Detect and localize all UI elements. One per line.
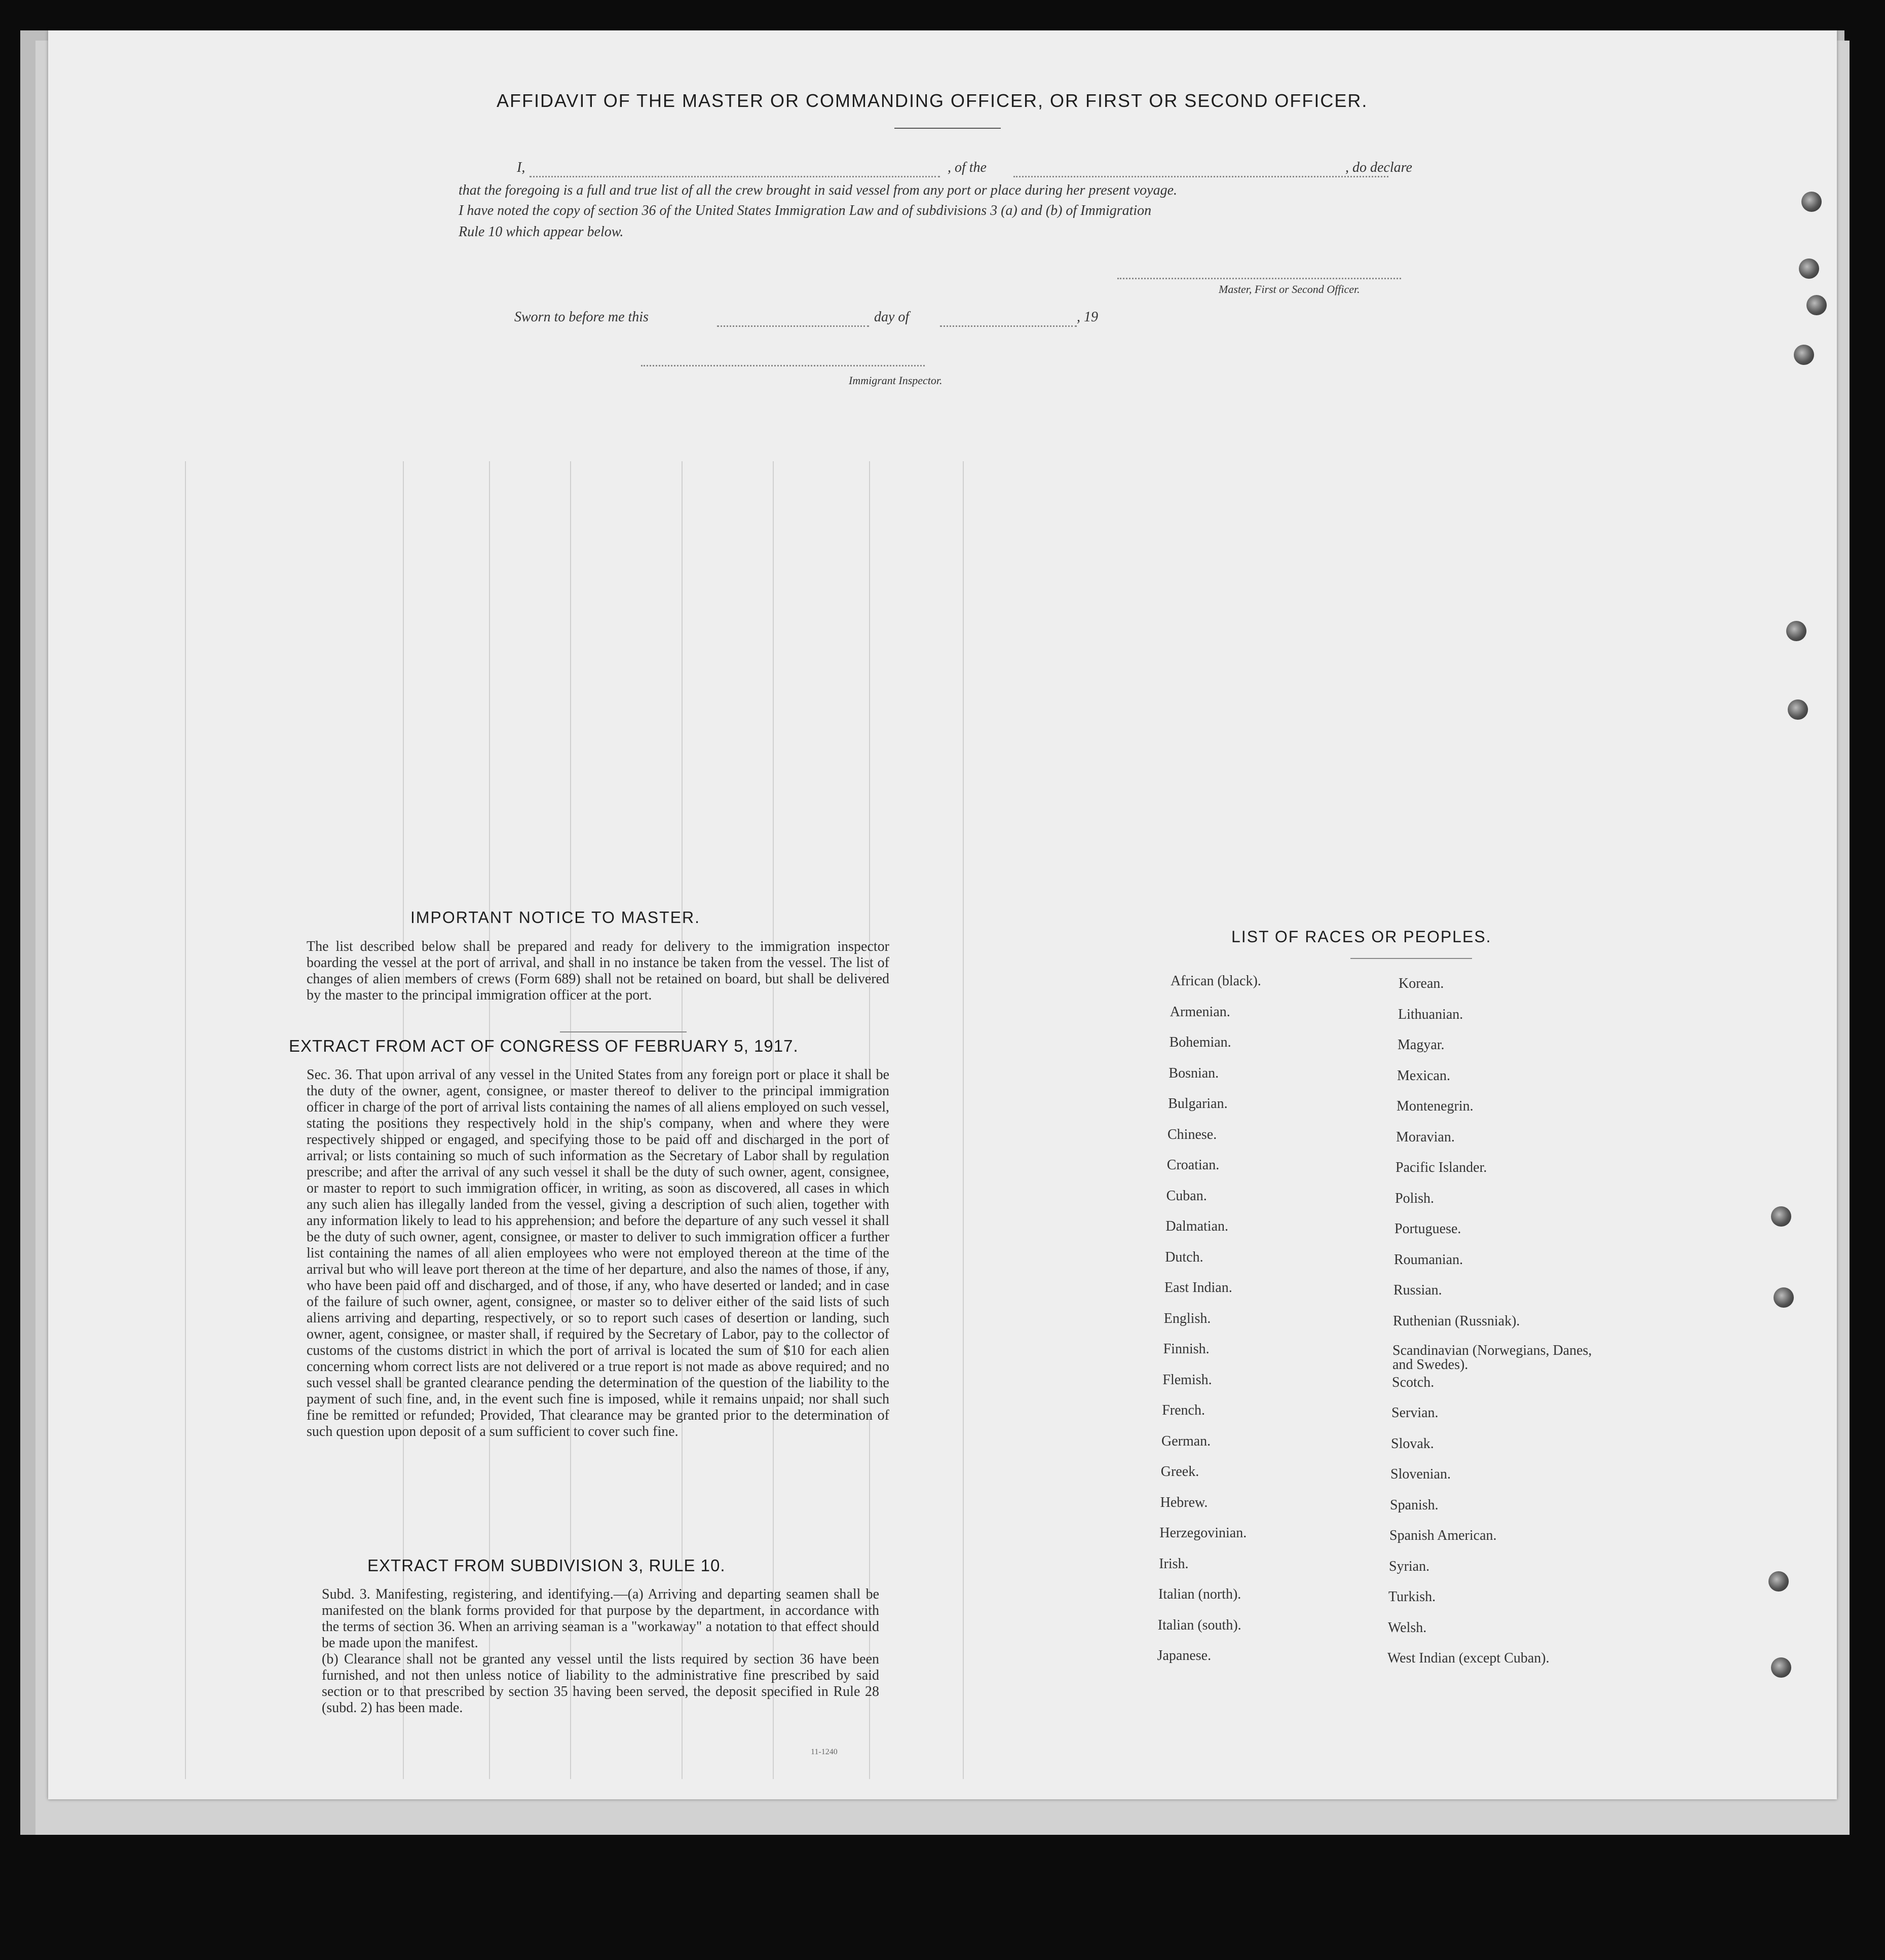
race-item: Spanish. [1390,1497,1439,1513]
title-underline [894,128,1001,129]
race-item: Flemish. [1162,1372,1212,1388]
form-number: 11-1240 [811,1748,838,1756]
section-divider [560,1031,687,1032]
race-item: East Indian. [1164,1280,1232,1296]
column-rule [185,461,186,1779]
race-item: Polish. [1395,1190,1435,1206]
race-item: Scandinavian (Norwegians, Danes, and Swedes). [1392,1343,1592,1373]
binder-hole [1794,345,1814,365]
affidavit-line-4: Rule 10 which appear below. [459,224,624,240]
races-title: LIST OF RACES OR PEOPLES. [1231,928,1492,946]
rule-para-a: Subd. 3. Manifesting, registering, and identifying.—(a) Arriving and departing seamen shall be manifested on the blank forms provided for that purpose by the department, in accordance with the terms of section 36. When an arriving seaman is a "workaway" a notation to that effect should be made upon the manifest. [322,1586,879,1651]
name-blank [530,176,940,177]
binder-hole [1806,295,1827,315]
month-blank [940,325,1077,327]
document-page [48,30,1837,1799]
race-item: Japanese. [1157,1648,1212,1663]
race-item: French. [1162,1402,1205,1418]
act-extract-title: EXTRACT FROM ACT OF CONGRESS OF FEBRUARY 5, 1917. [289,1037,799,1055]
sworn-label: Sworn to before me this [514,309,649,325]
notice-paragraph: The list described below shall be prepared and ready for delivery to the immigration inspector boarding the vessel at the port of arrival, and shall in no instance be taken from the vessel. The list of changes of alien members of crews (Form 689) shall not be retained on board, but shall be delivered by the master to the principal immigration officer at the port. [307,939,889,1003]
race-item: Turkish. [1388,1589,1436,1605]
affidavit-i-label: I, [517,160,525,175]
race-item: Armenian. [1170,1004,1230,1020]
binder-hole [1799,258,1819,279]
race-item: West Indian (except Cuban). [1387,1650,1550,1666]
binder-hole [1788,699,1808,720]
binder-hole [1771,1206,1791,1227]
affidavit-title: AFFIDAVIT OF THE MASTER OR COMMANDING OFFICER, OR FIRST OR SECOND OFFICER. [497,90,1368,111]
day-of-label: day of [874,309,910,325]
binder-hole [1771,1657,1791,1678]
affidavit-of-the-label: , of the [948,160,987,175]
affidavit-line-2: that the foregoing is a full and true list of all the crew brought in said vessel from any port or place during her present voyage. [459,182,1178,198]
race-item: Italian (south). [1157,1617,1241,1633]
master-caption: Master, First or Second Officer. [1219,283,1360,295]
rule-para-b: (b) Clearance shall not be granted any vessel until the lists required by section 36 have been furnished, and not then unless notice of liability to the administrative fine prescribed by said section or to that prescribed by section 35 having been served, the deposit specified in Rule 28 (subd. 2) has been made. [322,1651,879,1716]
act-extract-paragraph: Sec. 36. That upon arrival of any vessel in the United States from any foreign port or place it shall be the duty of the owner, agent, consignee, or master thereof to deliver to the principal immigration officer in charge of the port of arrival lists containing the names of all aliens employed on such vessel, stating the positions they respectively hold in the ship's company, when and where they were respectively shipped or engaged, and specifying those to be paid off and discharged in the port of arrival; or lists containing so much of such information as the Secretary of Labor shall by regulation prescribe; and after the arrival of any such vessel it shall be the duty of such owner, agent, consignee, or master to report to such immigration officer, in writing, as soon as discovered, all cases in which any such alien has illegally landed from the vessel, giving a description of such alien, together with any information likely to lead to his apprehension; and before the departure of any such vessel it shall be the duty of such owner, agent, consignee, or master to deliver to such immigration officer a further list containing the names of all alien employees who were not employed thereon at the time of the arrival but who will leave port thereon at the time of her departure, and also the names of those, if any, who have been paid off and discharged, and of those, if any, who have deserted or landed; and in case of the failure of such owner, agent, consignee, or master so to deliver either of the said lists of such aliens arriving and departing, respectively, or so to report such cases of desertion or landing, such owner, agent, consignee, or master shall, if required by the Secretary of Labor, pay to the collector of customs of the customs district in which the port of arrival is located the sum of $10 for each alien concerning whom correct lists are not delivered or a true report is not made as above required; and no such vessel shall be granted clearance pending the determination of the question of the liability to the payment of such fine, and, in the event such fine is imposed, while it remains unpaid; nor shall such fine be remitted or refunded; Provided, That clearance may be granted prior to the determination of such question upon deposit of a sum sufficient to cover such fine. [307,1067,889,1439]
race-item: Irish. [1159,1556,1189,1572]
binder-hole [1801,192,1822,212]
vessel-blank [1013,176,1388,177]
race-item: Welsh. [1388,1619,1427,1636]
binder-hole [1786,621,1806,641]
race-item: Dalmatian. [1165,1218,1229,1234]
race-item: Montenegrin. [1397,1098,1474,1114]
master-signature-blank [1117,278,1401,279]
race-item: Dutch. [1165,1249,1203,1265]
race-item: Bohemian. [1169,1034,1231,1050]
inspector-caption: Immigrant Inspector. [849,374,942,387]
race-item: Russian. [1393,1282,1442,1298]
race-item: English. [1163,1310,1211,1326]
notice-text [286,939,889,1004]
day-blank [717,325,869,327]
race-item: Italian (north). [1158,1586,1241,1602]
race-item: Pacific Islander. [1396,1160,1487,1175]
notice-title: IMPORTANT NOTICE TO MASTER. [410,908,700,927]
race-item: Slovak. [1391,1435,1434,1452]
binder-hole [1768,1571,1789,1592]
race-item: Finnish. [1163,1341,1210,1357]
race-item: Herzegovinian. [1159,1525,1247,1541]
race-item: Chinese. [1167,1126,1217,1142]
race-item: Moravian. [1396,1129,1455,1145]
race-item: Magyar. [1398,1037,1445,1053]
inspector-signature-blank [641,365,925,366]
rule-extract-title: EXTRACT FROM SUBDIVISION 3, RULE 10. [367,1556,726,1575]
race-item: Mexican. [1397,1067,1450,1084]
race-item: Bosnian. [1168,1065,1219,1081]
race-item: Korean. [1399,976,1444,991]
rule-extract-text [301,1586,879,1716]
race-item: Lithuanian. [1398,1006,1463,1022]
race-item: Spanish American. [1389,1528,1497,1543]
race-item: Ruthenian (Russniak). [1393,1313,1520,1329]
column-rule [963,461,964,1779]
year-label: , 19 [1077,309,1098,325]
races-title-underline [1350,958,1472,959]
race-item: Greek. [1160,1464,1199,1480]
race-item: Portuguese. [1394,1221,1461,1237]
race-item: Cuban. [1166,1188,1207,1204]
race-item: Bulgarian. [1168,1096,1228,1112]
act-extract-text [286,1067,889,1440]
race-item: German. [1161,1433,1211,1449]
affidavit-do-declare-label: , do declare [1345,160,1412,175]
race-item: Servian. [1391,1405,1439,1421]
race-item: Scotch. [1392,1374,1435,1390]
race-item: Slovenian. [1390,1466,1451,1482]
race-item: Syrian. [1389,1558,1430,1574]
race-item: Roumanian. [1394,1251,1463,1268]
race-item: Croatian. [1166,1157,1220,1173]
race-item: African (black). [1171,973,1261,989]
affidavit-line-3: I have noted the copy of section 36 of the United States Immigration Law and of subdivisions 3 (a) and (b) of Immigration [459,203,1152,218]
race-item: Hebrew. [1160,1494,1208,1510]
binder-hole [1774,1287,1794,1308]
